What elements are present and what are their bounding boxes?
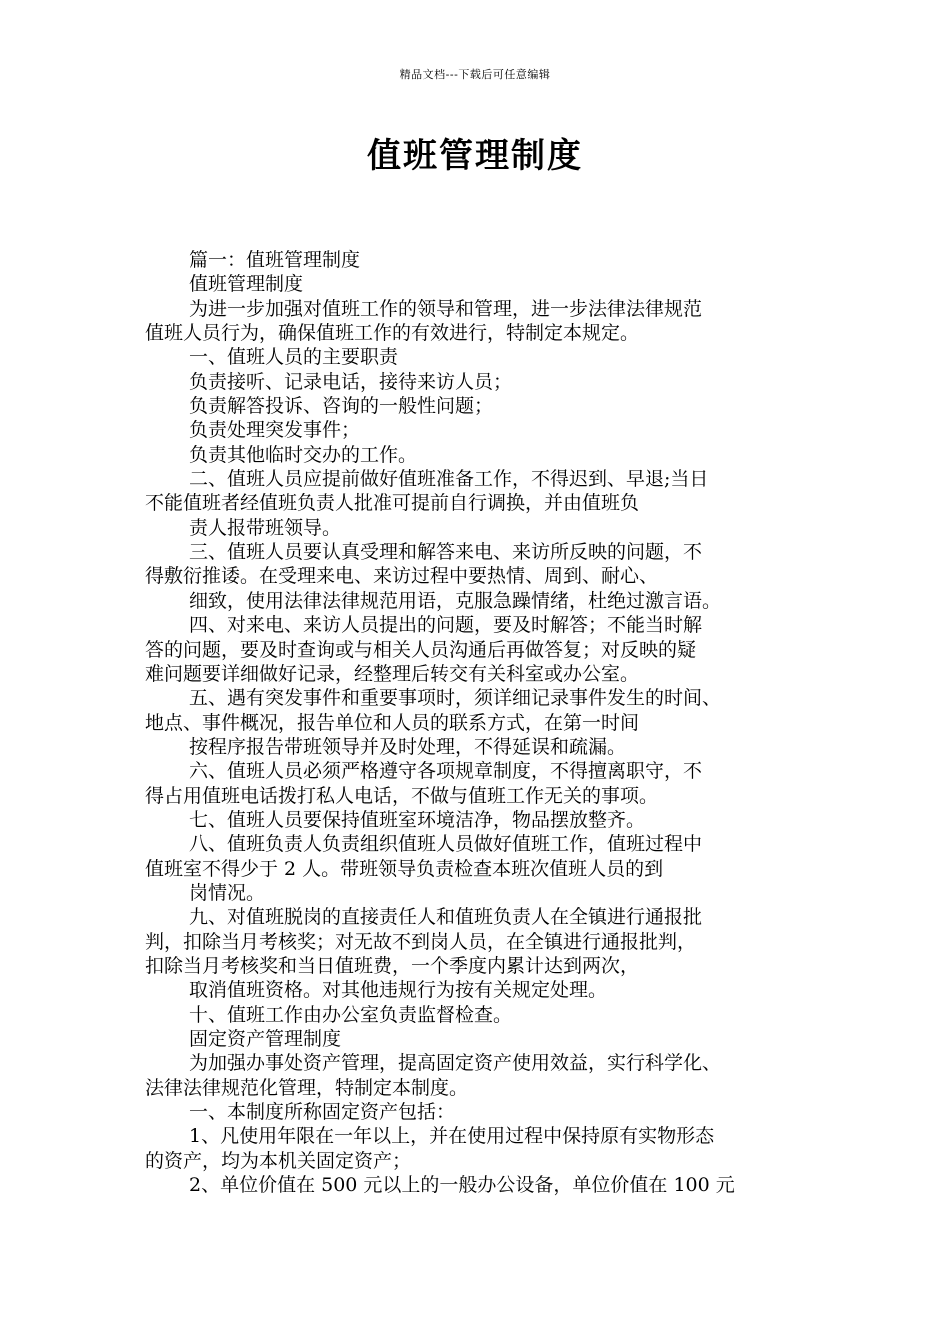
- body-line: 三、值班人员要认真受理和解答来电、来访所反映的问题，不: [189, 541, 703, 564]
- body-line: 扣除当月考核奖和当日值班费，一个季度内累计达到两次，: [145, 954, 640, 977]
- body-line: 负责处理突发事件；: [189, 419, 361, 442]
- body-line: 答的问题，要及时查询或与相关人员沟通后再做答复；对反映的疑: [145, 638, 697, 661]
- body-line: 为加强办事处资产管理，提高固定资产使用效益，实行科学化、: [189, 1052, 722, 1075]
- body-line: 判，扣除当月考核奖；对无故不到岗人员，在全镇进行通报批判，: [145, 930, 697, 953]
- body-line: 负责接听、记录电话，接待来访人员；: [189, 370, 513, 393]
- body-line: 岗情况。: [189, 881, 266, 904]
- body-line: 负责解答投诉、咨询的一般性问题；: [189, 395, 494, 418]
- body-line: 2、单位价值在 500 元以上的一般办公设备，单位价值在 100 元: [189, 1174, 735, 1197]
- body-line: 取消值班资格。对其他违规行为按有关规定处理。: [189, 979, 608, 1002]
- body-line: 固定资产管理制度: [189, 1028, 342, 1050]
- body-line: 的资产，均为本机关固定资产；: [145, 1149, 412, 1172]
- body-line: 责人报带班领导。: [189, 516, 342, 539]
- body-line: 十、值班工作由办公室负责监督检查。: [189, 1003, 513, 1026]
- body-line: 1、凡使用年限在一年以上，并在使用过程中保持原有实物形态: [189, 1125, 715, 1148]
- body-line: 一、值班人员的主要职责: [189, 346, 399, 369]
- body-line: 难问题要详细做好记录，经整理后转交有关科室或办公室。: [145, 662, 640, 685]
- body-line: 五、遇有突发事件和重要事项时，须详细记录事件发生的时间、: [189, 687, 722, 710]
- body-line: 不能值班者经值班负责人批准可提前自行调换，并由值班负: [145, 492, 640, 515]
- body-line: 法律法律规范化管理，特制定本制度。: [145, 1076, 469, 1099]
- body-line: 按程序报告带班领导并及时处理，不得延误和疏漏。: [189, 735, 627, 758]
- header-note: 精品文档---下载后可任意编辑: [399, 68, 551, 81]
- body-line: 负责其他临时交办的工作。: [189, 443, 418, 466]
- document-body: [145, 248, 810, 1197]
- body-line: 八、值班负责人负责组织值班人员做好值班工作，值班过程中: [189, 833, 703, 856]
- body-line: 为进一步加强对值班工作的领导和管理，进一步法律法律规范: [189, 297, 703, 320]
- body-line: 得占用值班电话拨打私人电话，不做与值班工作无关的事项。: [145, 784, 659, 807]
- body-line: 值班管理制度: [189, 273, 304, 296]
- body-line: 四、对来电、来访人员提出的问题，要及时解答；不能当时解: [189, 614, 703, 637]
- body-line: 六、值班人员必须严格遵守各项规章制度，不得擅离职守，不: [189, 760, 703, 783]
- body-line: 九、对值班脱岗的直接责任人和值班负责人在全镇进行通报批: [189, 906, 703, 929]
- body-line: 值班人员行为，确保值班工作的有效进行，特制定本规定。: [145, 322, 640, 345]
- body-line: 细致，使用法律法律规范用语，克服急躁情绪，杜绝过激言语。: [189, 589, 722, 612]
- body-line: 篇一：值班管理制度: [189, 249, 361, 271]
- body-line: 二、值班人员应提前做好值班准备工作，不得迟到、早退;当日: [189, 468, 709, 491]
- body-line: 七、值班人员要保持值班室环境洁净，物品摆放整齐。: [189, 808, 646, 831]
- body-line: 得敷衍推诿。在受理来电、来访过程中要热情、周到、耐心、: [145, 565, 659, 588]
- body-line: 一、本制度所称固定资产包括：: [189, 1101, 456, 1124]
- document-title: 值班管理制度: [367, 136, 583, 176]
- body-line: 值班室不得少于 2 人。带班领导负责检查本班次值班人员的到: [145, 857, 664, 880]
- body-line: 地点、事件概况，报告单位和人员的联系方式，在第一时间: [145, 711, 640, 734]
